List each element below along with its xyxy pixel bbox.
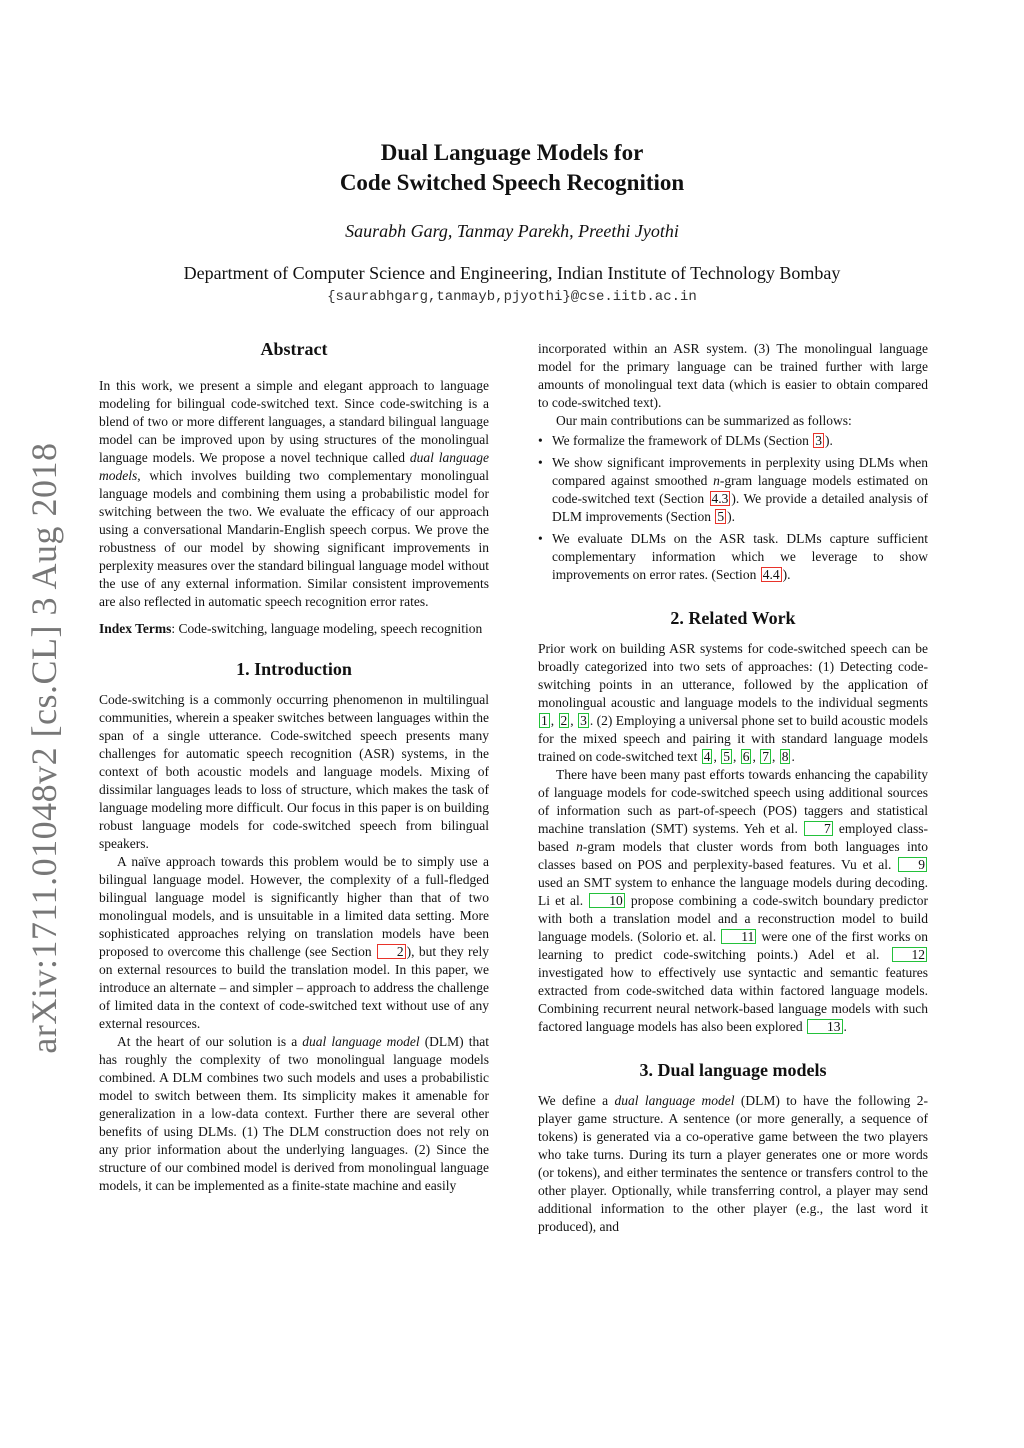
related-paragraph-1: Prior work on building ASR systems for code-switched speech can be broadly categorized into two sets of approaches: (1) Detecting code-switching points in an utterance, followed by the application of monolingual acoustic and language models to the individual segments 1 , 2 , 3 . (2) Employing a universal phone set to build acoustic models for the mixed speech and pairing it with standard language models trained on code-switched text 4 , 5 , 6 , 7 , 8 .: [538, 641, 929, 764]
citation-link[interactable]: 8: [781, 749, 789, 764]
intro-paragraph-3-continued: incorporated within an ASR system. (3) The monolingual language model for the primary language can be trained further with large amounts of monolingual text data (which is easier to obtain compared to code-switched text).: [538, 341, 928, 410]
contribution-item: • We evaluate DLMs on the ASR task. DLMs capture sufficient complementary information which we leverage to show improvements on error rates. (Section 4.4 ).: [538, 530, 928, 584]
arxiv-identifier: arXiv:1711.01048v2 [cs.CL] 3 Aug 2018: [24, 442, 64, 1054]
section-ref-link[interactable]: 3: [815, 433, 822, 448]
section-ref-link[interactable]: 4.4: [762, 567, 780, 582]
dlm-heading: 3. Dual language models: [639, 1060, 827, 1080]
intro-paragraph-1: Code-switching is a commonly occurring phenomenon in multilingual communities, wherein a speaker switches between languages within the span of a single utterance. Code-switched speech presents many challenges for automatic speech recognition (ASR) systems, in the context of both acoustic models and language models. Mixing of dissimilar languages leads to loss of structure, which makes the task of language modeling more difficult. Our focus in this paper is on building robust language models for code-switched speech from bilingual speakers.: [99, 692, 489, 851]
citation-link[interactable]: 11: [721, 929, 756, 944]
contribution-item: • We formalize the framework of DLMs (Section 3 ).: [538, 432, 928, 450]
intro-paragraph-3: At the heart of our solution is a dual language model (DLM) that has roughly the complexity of two monolingual language models combined. A DLM combines two such models and uses a probabilistic model to switch between them. Its simplicity makes it amenable for generalization in a low-data context. Further there are several other benefits of using DLMs. (1) The DLM construction does not rely on any prior information about the underlying languages. (2) Since the structure of our combined model is derived from monolingual language models, it can be implemented as a finite-state machine and easily: [99, 1034, 489, 1193]
citation-link[interactable]: 3: [580, 713, 587, 728]
authors: Saurabh Garg, Tanmay Parekh, Preethi Jyothi: [345, 221, 679, 241]
related-paragraph-2: There have been many past efforts towards enhancing the capability of language models for code-switched speech using additional sources of information such as part-of-speech (POS) taggers and statistical machine translation (SMT) systems. Yeh et al. 7 employed class-based n-gram models that cluster words from both languages into classes based on POS and perplexity-based features. Vu et al. 9 used an SMT system to enhance the language models during decoding. Li et al. 10 propose combining a code-switch boundary predictor with both a translation model and a reconstruction model to build language models. (Solorio et. al. 11 were one of the first works on learning to predict code-switching points.) Adel et al. 12 investigated how to effectively use syntactic and semantic features extracted from code-switched data within factored language models. Combining recurrent neural network-based language models with such factored language models has also been explored 13 .: [538, 767, 928, 1034]
dlm-paragraph-1: We define a dual language model (DLM) to have the following 2-player game structure. A sentence (or more generally, a sequence of tokens) is generated via a co-operative game between the two players who take turns. During its turn a player generates one or more words (or tokens), and either terminates the sentence or transfers control to the other player. Optionally, while transferring control, a player may send additional information to the other player (e.g., the last word it produced), and: [538, 1093, 928, 1234]
citation-link[interactable]: 12: [892, 947, 928, 962]
citation-link[interactable]: 9: [898, 857, 927, 872]
abstract-text: In this work, we present a simple and elegant approach to language modeling for bilingual code-switched text. Since code-switching is a blend of two or more different languages, a standard bilingual language model can be improved upon by using structures of the monolingual language models. We propose a novel technique called dual language models, which involves building two complementary monolingual language models and combining them using a probabilistic model for switching between the two. We evaluate the efficacy of our approach using a conversational Mandarin-English speech corpus. We prove the robustness of our model by showing significant improvements in perplexity measures over the standard bilingual language model without the use of any external information. Similar consistent improvements are also reflected in automatic speech recognition error rates.: [99, 378, 489, 609]
contribution-item: • We show significant improvements in perplexity using DLMs when compared against smoothed n-gram language models estimated on code-switched text (Section 4.3 ). We provide a detailed analysis of DLM improvements (Section 5 ).: [538, 454, 928, 526]
title-line-2: Code Switched Speech Recognition: [339, 170, 685, 195]
intro-heading: 1. Introduction: [236, 659, 352, 679]
citation-link[interactable]: 2: [560, 713, 568, 728]
citation-link[interactable]: 1: [541, 713, 548, 728]
citation-link[interactable]: 5: [723, 749, 730, 764]
abstract-heading: Abstract: [260, 339, 328, 359]
citation-link[interactable]: 7: [762, 749, 769, 764]
citation-link[interactable]: 13: [807, 1019, 843, 1034]
author-emails: {saurabhgarg,tanmayb,pjyothi}@cse.iitb.ac.in: [327, 289, 697, 305]
citation-link[interactable]: 4: [703, 749, 711, 764]
related-work-heading: 2. Related Work: [670, 608, 796, 628]
section-ref-link[interactable]: 5: [717, 509, 725, 524]
citation-link[interactable]: 6: [742, 749, 750, 764]
left-column: [99, 334, 489, 1195]
citation-link[interactable]: 10: [589, 893, 625, 908]
section-ref-link[interactable]: 2: [377, 944, 406, 959]
section-ref-link[interactable]: 4.3: [711, 491, 729, 506]
index-terms: Index Terms: Code-switching, language modeling, speech recognition: [99, 621, 483, 636]
affiliation: Department of Computer Science and Engineering, Indian Institute of Technology Bombay: [183, 263, 841, 283]
contributions-intro: Our main contributions can be summarized as follows:: [556, 413, 852, 428]
contributions-list: [538, 432, 928, 584]
citation-link[interactable]: 7: [804, 821, 833, 836]
intro-paragraph-2: A naïve approach towards this problem would be to simply use a bilingual language model. However, the complexity of a full-fledged bilingual language model is significantly higher than that of two monolingual models, and is unsuitable in a limited data setting. More sophisticated approaches relying on translation models have been proposed to overcome this challenge (see Section 2 ), but they rely on external resources to build the translation model. In this paper, we introduce an alternate – and simpler – approach to address the challenge of limited data in the context of code-switched text without use of any external resources.: [99, 854, 489, 1031]
right-column: [538, 340, 928, 1236]
paper-title: [0, 138, 1024, 198]
title-line-1: Dual Language Models for: [380, 140, 644, 165]
